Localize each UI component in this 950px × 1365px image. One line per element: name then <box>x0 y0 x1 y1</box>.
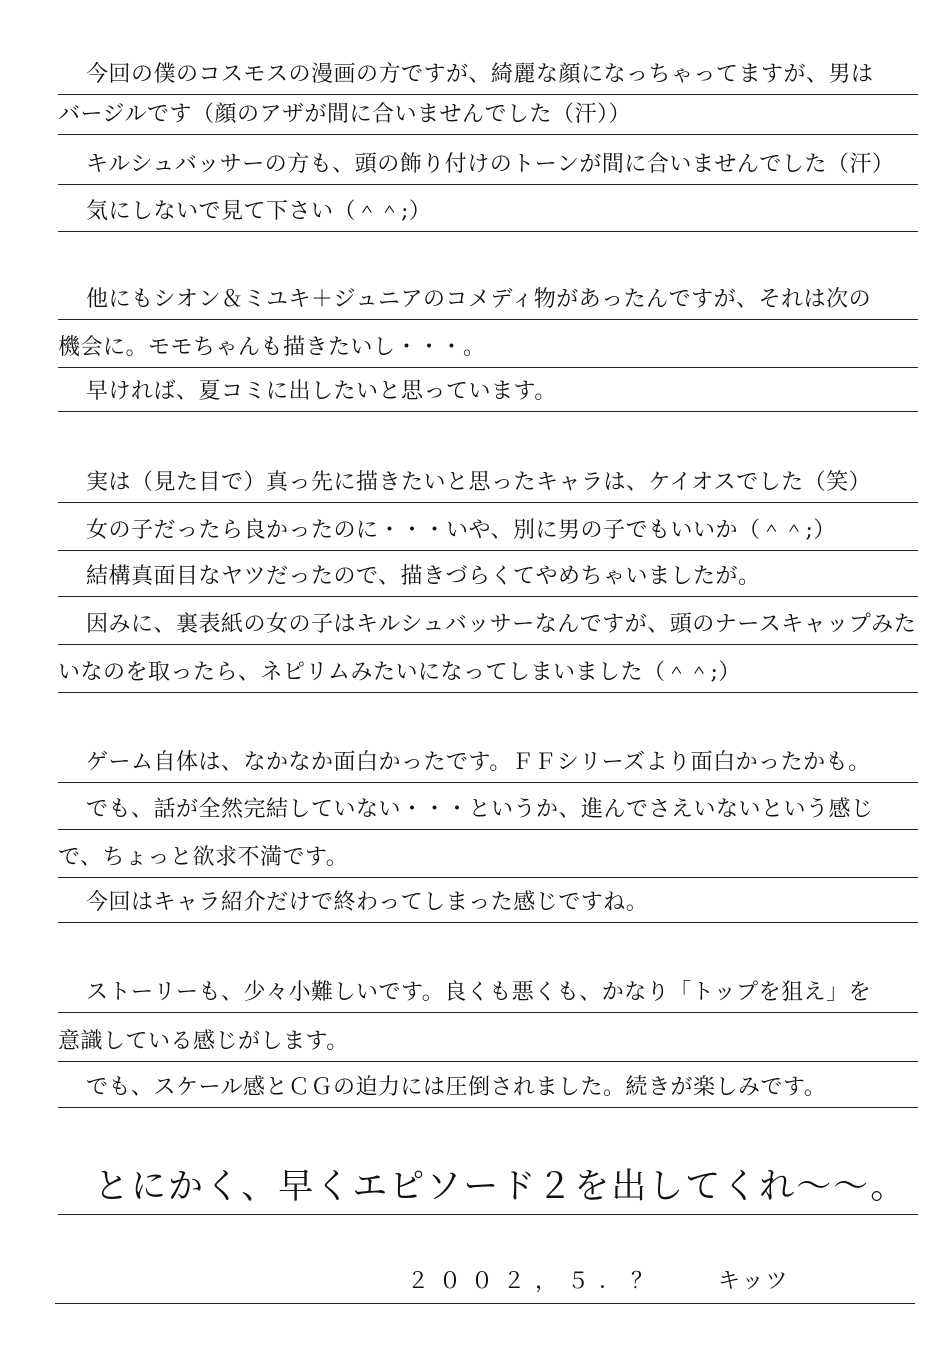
letter-line: 意識している感じがします。 <box>58 1029 349 1054</box>
letter-line: ゲーム自体は、なかなか面白かったです。ＦＦシリーズより面白かったかも。 <box>86 750 871 775</box>
ruled-line <box>58 192 918 232</box>
ruled-line <box>58 1022 918 1062</box>
ruled-line <box>58 280 918 320</box>
letter-line: ストーリーも、少々小難しいです。良くも悪くも、かなり「トップを狙え」を <box>86 980 872 1005</box>
closing-message: とにかく、早くエピソード２を出してくれ～～。 <box>94 1167 908 1207</box>
letter-line: 他にもシオン＆ミユキ＋ジュニアのコメディ物があったんですが、それは次の <box>86 287 872 312</box>
letter-line: でも、スケール感とＣＧの迫力には圧倒されました。続きが楽しみです。 <box>86 1075 827 1100</box>
ruled-line <box>58 883 918 923</box>
signature-date: ２００２，５．？ <box>407 1269 664 1294</box>
letter-line: キルシュバッサーの方も、頭の飾り付けのトーンが間に合いませんでした（汗） <box>86 152 895 177</box>
letter-line: バージルです（顔のアザが間に合いませんでした（汗）） <box>58 102 632 127</box>
letter-line: 実は（見た目で）真っ先に描きたいと思ったキャラは、ケイオスでした（笑） <box>86 470 872 495</box>
ruled-line <box>58 790 918 830</box>
ruled-line <box>58 605 918 645</box>
ruled-line <box>58 838 918 878</box>
letter-line: 女の子だったら良かったのに・・・いや、別に男の子でもいいか（＾＾;） <box>86 518 836 543</box>
ruled-line <box>58 145 918 185</box>
ruled-line <box>58 1068 918 1108</box>
closing-line <box>58 1160 918 1215</box>
letter-line: いなのを取ったら、ネピリムみたいになってしまいました（＾＾;） <box>58 660 741 685</box>
ruled-line <box>58 463 918 503</box>
signature-line <box>55 1262 915 1304</box>
ruled-line <box>58 973 918 1013</box>
letter-line: でも、話が全然完結していない・・・というか、進んでさえいないという感じ <box>86 797 874 822</box>
signature-name: キッツ <box>718 1269 790 1294</box>
ruled-line <box>58 743 918 783</box>
letter-line: 機会に。モモちゃんも描きたいし・・・。 <box>58 335 486 360</box>
ruled-line <box>58 95 918 135</box>
ruled-line <box>58 328 918 368</box>
ruled-line <box>58 55 918 95</box>
ruled-line <box>58 511 918 551</box>
ruled-line <box>58 653 918 693</box>
ruled-line <box>58 372 918 412</box>
letter-line: 早ければ、夏コミに出したいと思っています。 <box>86 379 557 404</box>
letter-line: 今回の僕のコスモスの漫画の方ですが、綺麗な顔になっちゃってますが、男は <box>86 62 874 87</box>
letter-line: 気にしないで見て下さい（＾＾;） <box>86 199 432 224</box>
letter-line: 因みに、裏表紙の女の子はキルシュバッサーなんですが、頭のナースキャップみた <box>86 612 917 637</box>
ruled-line <box>58 557 918 597</box>
letter-line: 今回はキャラ紹介だけで終わってしまった感じですね。 <box>86 890 649 915</box>
letter-line: 結構真面目なヤツだったので、描きづらくてやめちゃいましたが。 <box>86 564 761 589</box>
letter-line: で、ちょっと欲求不満です。 <box>58 845 349 870</box>
